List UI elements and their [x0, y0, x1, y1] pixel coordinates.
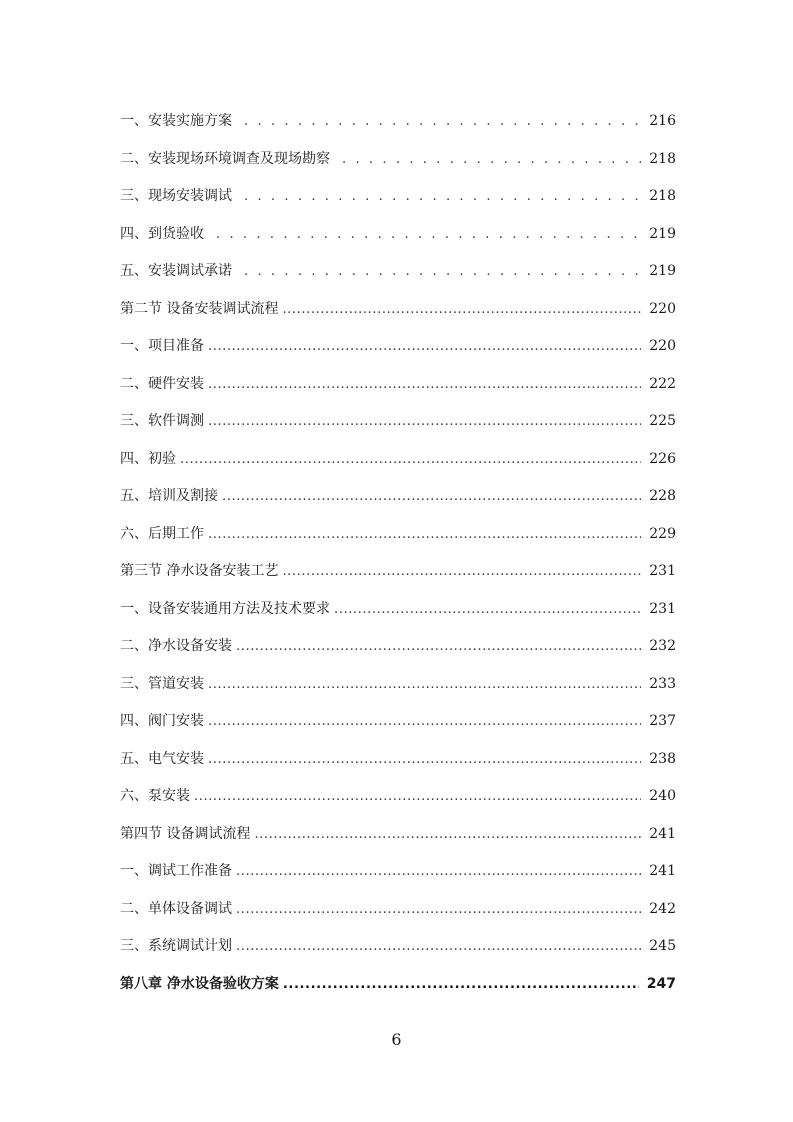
toc-entry-page: 220: [649, 338, 676, 354]
toc-dot-leader: [334, 596, 641, 624]
toc-dot-leader: [236, 858, 641, 886]
toc-entry-page: 219: [649, 225, 676, 242]
toc-entry[interactable]: [120, 707, 676, 745]
toc-dot-leader: [244, 108, 641, 136]
toc-dot-leader: [208, 671, 641, 699]
toc-entry-title: 一、安装实施方案: [120, 113, 232, 129]
toc-entry-page: 247: [646, 975, 676, 992]
toc-entry-title: 二、单体设备调试: [120, 900, 232, 917]
toc-entry[interactable]: [120, 745, 676, 783]
toc-dot-leader: [244, 258, 641, 286]
toc-entry-page: 237: [649, 713, 676, 729]
toc-entry[interactable]: [120, 107, 676, 145]
toc-dot-leader: [208, 708, 641, 736]
toc-entry-title: 二、硬件安装: [120, 375, 204, 392]
toc-dot-leader: [254, 821, 641, 849]
toc-entry-page: 228: [649, 488, 676, 504]
toc-entry[interactable]: [120, 857, 676, 895]
page-number: 6: [391, 1030, 402, 1049]
toc-dot-leader: [236, 633, 641, 661]
toc-entry-page: 233: [649, 675, 676, 692]
toc-entry-title: 五、培训及割接: [120, 488, 218, 504]
table-of-contents: [120, 107, 676, 1007]
toc-entry-title: 一、调试工作准备: [120, 863, 232, 879]
toc-entry-page: 245: [649, 938, 676, 954]
toc-entry-title: 五、电气安装: [120, 750, 204, 767]
toc-entry-title: 六、泵安装: [120, 788, 190, 804]
toc-entry-title: 三、系统调试计划: [120, 938, 232, 954]
toc-entry-page: 229: [649, 525, 676, 542]
toc-entry-title: 四、到货验收: [120, 225, 204, 242]
toc-entry-page: 220: [649, 300, 676, 317]
toc-entry-title: 三、软件调测: [120, 413, 204, 429]
toc-entry[interactable]: [120, 520, 676, 558]
toc-entry-title: 三、管道安装: [120, 675, 204, 692]
toc-dot-leader: [236, 933, 641, 961]
toc-entry-title: 第四节 设备调试流程: [120, 825, 251, 842]
toc-entry-title: 一、项目准备: [120, 338, 204, 354]
toc-entry-title: 第三节 净水设备安装工艺: [120, 563, 279, 579]
toc-entry-title: 四、阀门安装: [120, 713, 204, 729]
toc-entry-page: 218: [649, 188, 676, 204]
toc-entry-page: 238: [649, 750, 676, 767]
toc-entry-page: 232: [649, 638, 676, 654]
toc-entry-page: 218: [649, 150, 676, 167]
toc-dot-leader: [208, 333, 641, 361]
toc-dot-leader: [208, 746, 641, 774]
toc-dot-leader: [194, 783, 641, 811]
toc-entry-section[interactable]: [120, 557, 676, 595]
toc-dot-leader: [342, 146, 641, 174]
toc-entry[interactable]: [120, 632, 676, 670]
toc-dot-leader: [208, 371, 641, 399]
toc-dot-leader: [244, 183, 641, 211]
toc-dot-leader: [282, 296, 641, 324]
toc-entry[interactable]: [120, 332, 676, 370]
toc-entry[interactable]: [120, 782, 676, 820]
toc-entry-title: 二、净水设备安装: [120, 638, 232, 654]
toc-dot-leader: [236, 896, 641, 924]
toc-entry[interactable]: [120, 482, 676, 520]
toc-entry-page: 242: [649, 900, 676, 917]
toc-entry-page: 231: [649, 600, 676, 617]
toc-entry[interactable]: [120, 182, 676, 220]
toc-dot-leader: [180, 446, 641, 474]
toc-entry-page: 219: [649, 263, 676, 279]
toc-dot-leader: [216, 221, 641, 249]
toc-entry-page: 225: [649, 413, 676, 429]
toc-dot-leader: [208, 408, 641, 436]
toc-entry[interactable]: [120, 257, 676, 295]
toc-dot-leader: [222, 483, 641, 511]
toc-entry-page: 231: [649, 563, 676, 579]
toc-entry[interactable]: [120, 407, 676, 445]
toc-entry[interactable]: [120, 370, 676, 408]
toc-entry[interactable]: [120, 595, 676, 633]
toc-entry-title: 一、设备安装通用方法及技术要求: [120, 600, 330, 617]
toc-entry-section[interactable]: [120, 820, 676, 858]
toc-entry-title: 五、安装调试承诺: [120, 263, 232, 279]
toc-dot-leader: [282, 558, 641, 586]
toc-entry-title: 三、现场安装调试: [120, 188, 232, 204]
toc-entry-title: 二、安装现场环境调查及现场勘察: [120, 150, 330, 167]
toc-dot-leader: [208, 521, 641, 549]
toc-entry[interactable]: [120, 220, 676, 258]
toc-entry[interactable]: [120, 145, 676, 183]
toc-entry[interactable]: [120, 445, 676, 483]
toc-entry-page: 216: [649, 113, 676, 129]
toc-entry-title: 第八章 净水设备验收方案: [120, 975, 279, 992]
toc-entry-page: 226: [649, 450, 676, 467]
toc-dot-leader: [283, 971, 639, 999]
toc-entry-chapter[interactable]: [120, 970, 676, 1008]
toc-entry-title: 四、初验: [120, 450, 176, 467]
toc-entry-page: 241: [649, 825, 676, 842]
toc-entry[interactable]: [120, 670, 676, 708]
toc-entry-page: 241: [649, 863, 676, 879]
toc-entry-page: 222: [649, 375, 676, 392]
toc-entry[interactable]: [120, 895, 676, 933]
toc-entry-page: 240: [649, 788, 676, 804]
toc-entry-title: 六、后期工作: [120, 525, 204, 542]
toc-entry-section[interactable]: [120, 295, 676, 333]
toc-entry[interactable]: [120, 932, 676, 970]
toc-entry-title: 第二节 设备安装调试流程: [120, 300, 279, 317]
